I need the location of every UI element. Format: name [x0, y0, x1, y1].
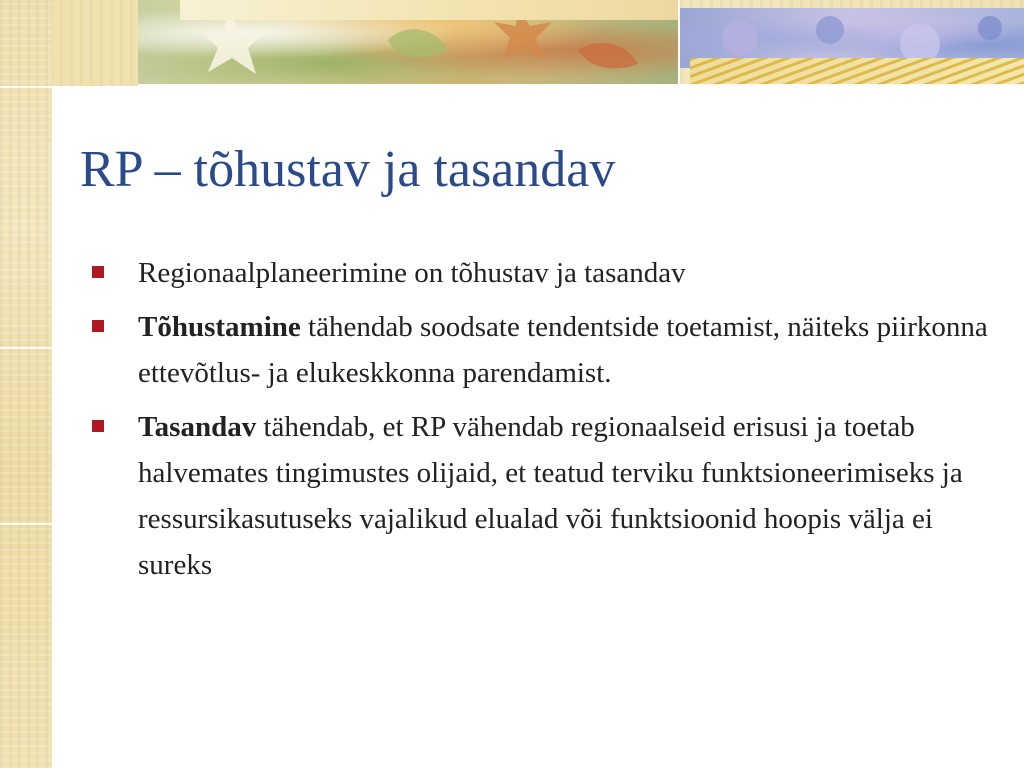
bullet-list: [88, 250, 1008, 596]
bullet-text: Regionaalplaneerimine on tõhustav ja tasandav: [138, 257, 686, 289]
square-bullet-icon: [92, 420, 104, 432]
bullet-item: [88, 404, 1008, 588]
square-bullet-icon: [92, 266, 104, 278]
tile-divider: [0, 347, 52, 349]
slide-title: RP – tõhustav ja tasandav: [80, 141, 616, 198]
bullet-bold-term: Tõhustamine: [138, 311, 301, 343]
tile-divider: [0, 86, 52, 88]
parchment-left-strip: [0, 0, 52, 768]
bullet-item: [88, 250, 1008, 296]
autumn-leaves-image-top: [180, 0, 680, 20]
tile-divider: [0, 523, 52, 525]
bullet-text: tähendab soodsate tendentside toetamist, näiteks piirkonna ettevõtlus- ja elukeskkonna parendamist.: [138, 311, 988, 389]
square-bullet-icon: [92, 320, 104, 332]
bullet-text: tähendab, et RP vähendab regionaalseid erisusi ja toetab halvemates tingimustes olijaid, et teatud terviku funktsioneerimiseks ja ressursikasutuseks vajalikud elualad või funktsioonid hoopis välja ei sureks: [138, 411, 963, 581]
bullet-bold-term: Tasandav: [138, 411, 257, 443]
bullet-item: [88, 304, 1008, 396]
wheat-image: [690, 58, 1024, 86]
tile-divider: [678, 0, 680, 86]
